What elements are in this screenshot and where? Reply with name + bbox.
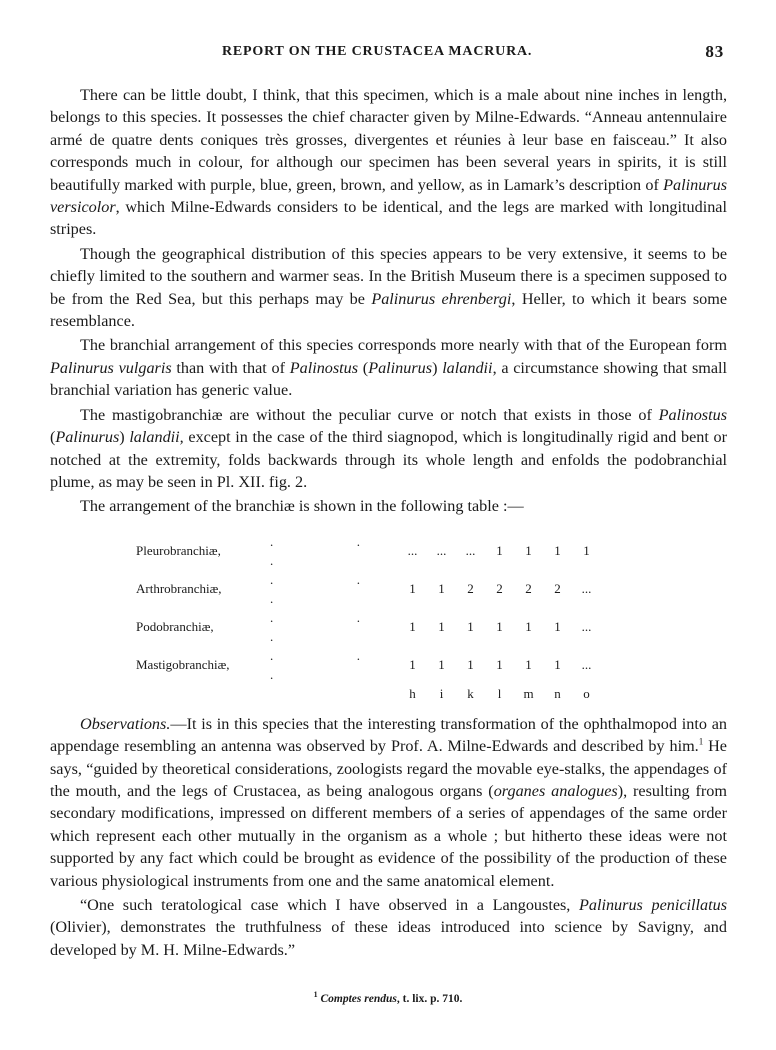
table-cell: 1 <box>583 543 590 559</box>
species-epithet: lalandii <box>442 358 493 377</box>
paragraph-observations <box>50 713 727 892</box>
genus-name: Palinurus <box>55 428 120 447</box>
text-run: than with that of <box>171 358 290 377</box>
column-letter: o <box>583 685 590 701</box>
column-letter: m <box>523 685 534 701</box>
table-cell: ... <box>407 543 418 559</box>
text-run: There can be little doubt, I think, that this specimen, which is a male about nine inches in length, belongs to this species. It possesses the chief character given by Milne-Edwards. “Anneau antennulaire armé de quatre dents coniques très grosses, divergentes et réunies à leur base en faisceau.” It also corresponds much in colour, for although our specimen has been several years in spirits, it is still beautifully marked with purple, blue, green, brown, and yellow, as in Lamark’s description of <box>50 86 727 194</box>
section-label: Observations. <box>80 714 171 733</box>
text-run: (Olivier), demonstrates the truthfulness of these ideas introduced into science by Savigny, and developed by M. H. Milne-Edwards.” <box>50 918 727 959</box>
species-name: Palinurus penicillatus <box>578 895 728 914</box>
table-cell: 1 <box>409 619 416 635</box>
column-letter: k <box>467 685 474 701</box>
text-run: , which Milne-Edwards considers to be identical, and the legs are marked with longitudinal stripes. <box>50 198 727 239</box>
leader-dots: . . . <box>270 647 398 682</box>
text-run: Though the geographical distribution of this species appears to be very extensive, it seems to be chiefly limited to the southern and warmer seas. In the British Museum there is a specimen supposed to be from the Red Sea, but this perhaps may be <box>50 244 727 308</box>
genus-name: Palinostus <box>658 405 727 424</box>
table-cell: 1 <box>496 619 503 635</box>
column-letter: l <box>497 685 502 701</box>
table-row <box>136 532 601 570</box>
paragraph-mastigobranchiae <box>50 404 727 494</box>
species-epithet: lalandii, <box>129 428 184 447</box>
table-cell: 1 <box>554 543 561 559</box>
table-cell: ... <box>465 543 476 559</box>
text-run: ( <box>50 428 56 447</box>
species-name: Palinurus versicolor <box>50 175 727 217</box>
footnote-source: Comptes rendus <box>320 992 397 1005</box>
paragraph-table-intro: The arrangement of the branchiæ is shown in the following table :— <box>80 497 524 516</box>
text-run: —It is in this species that the interesting transformation of the ophthalmopod into an appendage resembling an antenna was observed by Prof. A. Milne-Edwards and described by him. <box>50 714 727 756</box>
column-letter: i <box>439 685 444 701</box>
paragraph-teratological-case <box>50 894 727 961</box>
row-label: Mastigobranchiæ, <box>136 657 230 673</box>
footnote-mark: 1 <box>313 990 318 999</box>
table-cell: ... <box>581 581 592 597</box>
table-cell: 1 <box>409 581 416 597</box>
table-cell: 1 <box>467 657 474 673</box>
row-label: Pleurobranchiæ, <box>136 543 221 559</box>
table-cell: 1 <box>525 543 532 559</box>
footnote <box>0 990 776 1005</box>
table-cell: 2 <box>525 581 532 597</box>
text-run: , Heller, to which it bears some resemblance. <box>50 289 727 331</box>
row-label: Podobranchiæ, <box>136 619 214 635</box>
table-cell: ... <box>581 619 592 635</box>
paragraph-specimen <box>50 84 727 241</box>
table-cell: 1 <box>525 619 532 635</box>
text-run: The mastigobranchiæ are without the peculiar curve or notch that exists in those of <box>80 405 659 424</box>
table-cell: 1 <box>409 657 416 673</box>
table-cell: 1 <box>525 657 532 673</box>
text-run: ) <box>119 428 130 447</box>
column-letter: n <box>554 685 561 701</box>
paragraph-distribution <box>50 243 727 333</box>
footnote-rest: , t. lix. p. 710. <box>396 992 463 1005</box>
table-cell: 2 <box>554 581 561 597</box>
table-row <box>136 570 601 608</box>
species-name: Palinurus ehrenbergi <box>371 289 512 308</box>
table-row <box>136 646 601 684</box>
paragraph-branchial-arrangement <box>50 334 727 401</box>
text-run: , a circumstance showing that small branchial variation has generic value. <box>50 358 728 400</box>
row-label: Arthrobranchiæ, <box>136 581 222 597</box>
table-cell: 1 <box>554 657 561 673</box>
leader-dots: . . . <box>270 609 398 644</box>
table-cell: 2 <box>467 581 474 597</box>
genus-name: Palinurus <box>368 358 433 377</box>
table-cell: 1 <box>496 657 503 673</box>
table-cell: 2 <box>496 581 503 597</box>
genus-name: Palinostus <box>289 358 359 377</box>
text-run: except in the case of the third siagnopod, which is longitudinally rigid and bent or notched at the extremity, folds backwards through its whole length and enfolds the podobranchial plume, as may be seen in Pl. XII. fig. 2. <box>50 428 728 491</box>
french-term: organes analogues <box>493 781 618 800</box>
text-run: ( <box>358 358 369 377</box>
table-cell: 1 <box>467 619 474 635</box>
text-run: The branchial arrangement of this species corresponds more nearly with that of the European form <box>80 336 727 355</box>
table-cell: 1 <box>438 619 445 635</box>
table-row <box>136 608 601 646</box>
text-run: ), resulting from secondary modifications, impressed on different members of a series of appendages of the same order which represent each other mutually in the organism as a whole ; but hitherto these ideas were not supported by any fact which could be brought as evidence of the possibility of the production of these various physiological instruments from one and the same anatomical element. <box>50 781 727 890</box>
leader-dots: . . . <box>270 571 398 606</box>
text-run: ) <box>432 358 443 377</box>
text-run: “One such teratological case which I have observed in a Langoustes, <box>80 895 579 914</box>
text-run: He says, “guided by theoretical considerations, zoologists regard the movable eye-stalks, the appendages of the mouth, and the legs of Crustacea, as being analogous organs ( <box>50 737 727 800</box>
species-name: Palinurus vulgaris <box>50 358 172 377</box>
running-title: REPORT ON THE CRUSTACEA MACRURA. <box>222 44 533 59</box>
table-cell: 1 <box>438 581 445 597</box>
page-number: 83 <box>705 42 724 61</box>
table-cell: 1 <box>554 619 561 635</box>
table-cell: ... <box>436 543 447 559</box>
table-cell: 1 <box>496 543 503 559</box>
table-cell: 1 <box>438 657 445 673</box>
column-letter-row <box>136 684 601 703</box>
footnote-ref: 1 <box>698 736 704 747</box>
column-letter: h <box>409 685 416 701</box>
body-text <box>50 84 727 961</box>
table-cell: ... <box>581 657 592 673</box>
leader-dots: . . . <box>270 533 398 568</box>
branchia-table <box>136 532 601 703</box>
